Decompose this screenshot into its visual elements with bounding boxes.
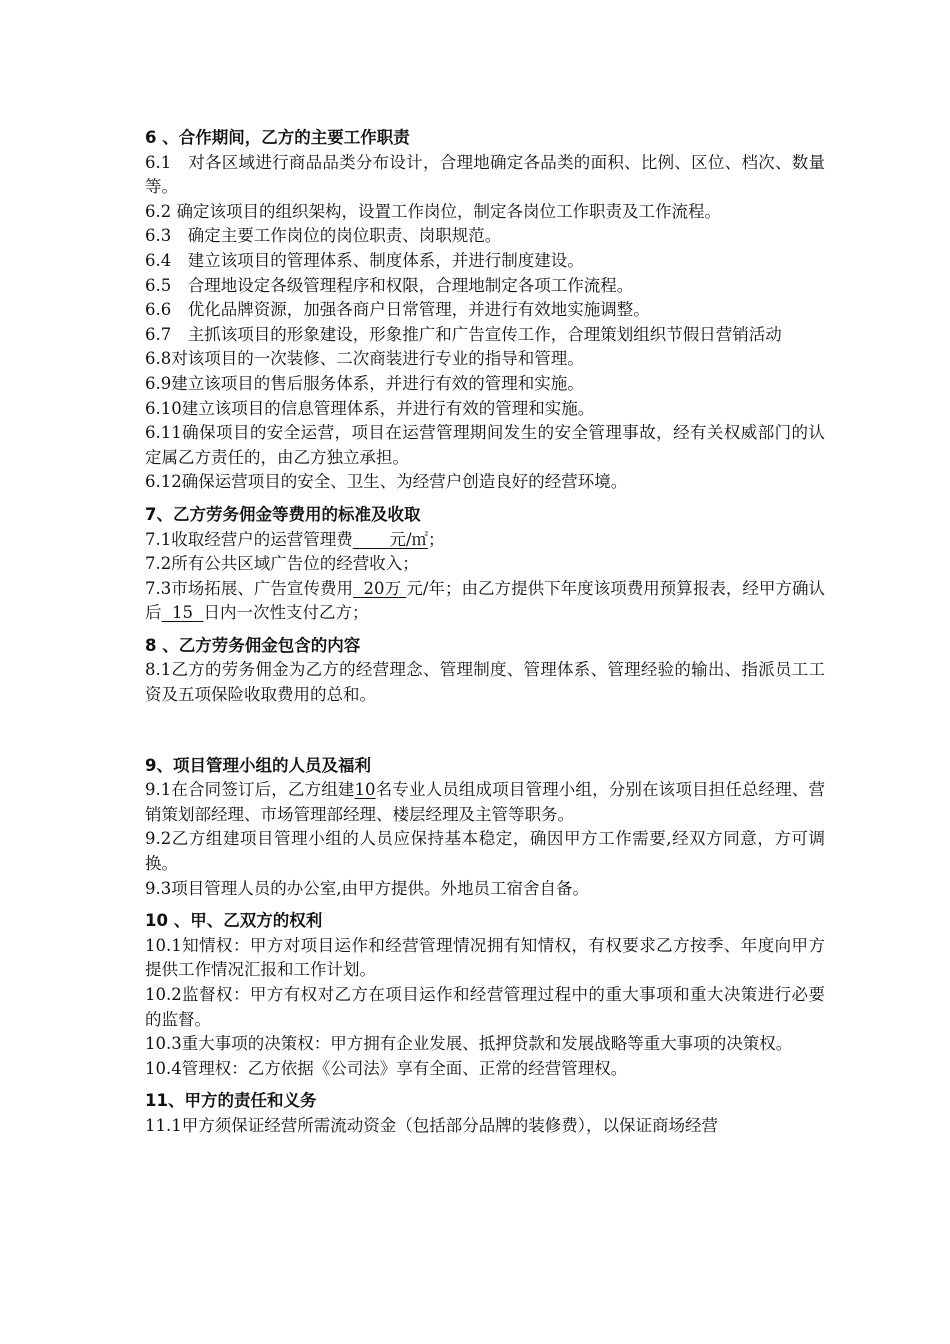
section-6-item: 6.11确保项目的安全运营，项目在运营管理期间发生的安全管理事故，经有关权威部门的认定属乙方责任的，由乙方独立承担。 xyxy=(145,423,825,467)
section-9-item: 9.3项目管理人员的办公室,由甲方提供。外地员工宿舍自备。 xyxy=(145,878,589,898)
section-6-item: 6.8对该项目的一次装修、二次商装进行专业的指导和管理。 xyxy=(145,349,584,369)
section-6-item: 6.6 优化品牌资源，加强各商户日常管理，并进行有效地实施调整。 xyxy=(145,300,650,320)
section-6-title: 6 、合作期间，乙方的主要工作职责 xyxy=(145,128,410,147)
fee-label: 7.1收取经营户的运营管理费 xyxy=(145,529,353,549)
team-text-start: 9.1在合同签订后，乙方组建 xyxy=(145,780,355,800)
section-6-item: 6.3 确定主要工作岗位的岗位职责、岗职规范。 xyxy=(145,226,502,246)
section-10-item: 10.4管理权：乙方依据《公司法》享有全面、正常的经营管理权。 xyxy=(145,1058,628,1078)
marketing-fee-text: 元/年；由乙方提供下年度该项费用预算报表，经甲方确认后 xyxy=(145,578,825,623)
section-10-item: 10.3重大事项的决策权：甲方拥有企业发展、抵押贷款和发展战略等重大事项的决策权。 xyxy=(145,1034,793,1054)
section-7-item-2: 7.2所有公共区域广告位的经营收入； xyxy=(145,554,419,574)
section-9-title: 9、项目管理小组的人员及福利 xyxy=(145,755,371,775)
section-7-item-3 xyxy=(145,577,825,626)
team-size: 10 xyxy=(354,780,376,800)
section-6-item: 6.4 建立该项目的管理体系、制度体系，并进行制度建设。 xyxy=(145,250,584,270)
section-6-item: 6.1 对各区域进行商品品类分布设计，合理地确定各品类的面积、比例、区位、档次、数量等。 xyxy=(145,152,825,197)
section-10-item: 10.1知情权：甲方对项目运作和经营管理情况拥有知情权，有权要求乙方按季、年度向甲方提供工作情况汇报和工作计划。 xyxy=(145,935,825,980)
payment-days: 15 xyxy=(161,603,204,623)
team-text-end: 名专业人员组成项目管理小组，分别在该项目担任总经理、营销策划部经理、市场管理部经理、楼层经理及主管等职务。 xyxy=(145,780,825,824)
section-10-item: 10.2监督权：甲方有权对乙方在项目运作和经营管理过程中的重大事项和重大决策进行必要的监督。 xyxy=(145,985,825,1029)
marketing-fee-label: 7.3市场拓展、广告宣传费用 xyxy=(145,578,354,598)
fee-end: ； xyxy=(428,529,445,549)
section-7-title: 7、乙方劳务佣金等费用的标准及收取 xyxy=(145,504,421,524)
section-10-title: 10 、甲、乙双方的权利 xyxy=(145,911,323,931)
section-6-item: 6.9建立该项目的售后服务体系，并进行有效的管理和实施。 xyxy=(145,373,584,393)
section-9-item: 9.2乙方组建项目管理小组的人员应保持基本稳定，确因甲方工作需要,经双方同意，方可调换。 xyxy=(145,829,825,874)
fee-blank xyxy=(353,530,390,549)
section-9-item-1 xyxy=(145,778,825,827)
section-6-item: 6.2 确定该项目的组织架构，设置工作岗位，制定各岗位工作职责及工作流程。 xyxy=(145,201,721,221)
section-8-item: 8.1乙方的劳务佣金为乙方的经营理念、管理制度、管理体系、管理经验的输出、指派员工工资及五项保险收取费用的总和。 xyxy=(145,660,825,705)
section-11-title: 11、甲方的责任和义务 xyxy=(145,1091,317,1111)
section-6-item: 6.5 合理地设定各级管理程序和权限，合理地制定各项工作流程。 xyxy=(145,275,634,295)
fee-unit: 元/㎡ xyxy=(389,529,429,549)
section-6-item: 6.7 主抓该项目的形象建设，形象推广和广告宣传工作，合理策划组织节假日营销活动 xyxy=(145,324,782,344)
section-6-item: 6.10建立该项目的信息管理体系，并进行有效的管理和实施。 xyxy=(145,398,595,418)
marketing-fee-end: 日内一次性支付乙方； xyxy=(203,603,369,623)
section-11-item: 11.1甲方须保证经营所需流动资金（包括部分品牌的装修费），以保证商场经营 xyxy=(145,1115,718,1135)
section-7-item-1 xyxy=(145,528,825,553)
section-8-title: 8 、乙方劳务佣金包含的内容 xyxy=(145,635,361,655)
section-6-item: 6.12确保运营项目的安全、卫生、为经营户创造良好的经营环境。 xyxy=(145,472,628,492)
marketing-fee-amount: 20万 xyxy=(353,578,407,598)
document-page xyxy=(145,126,825,1139)
